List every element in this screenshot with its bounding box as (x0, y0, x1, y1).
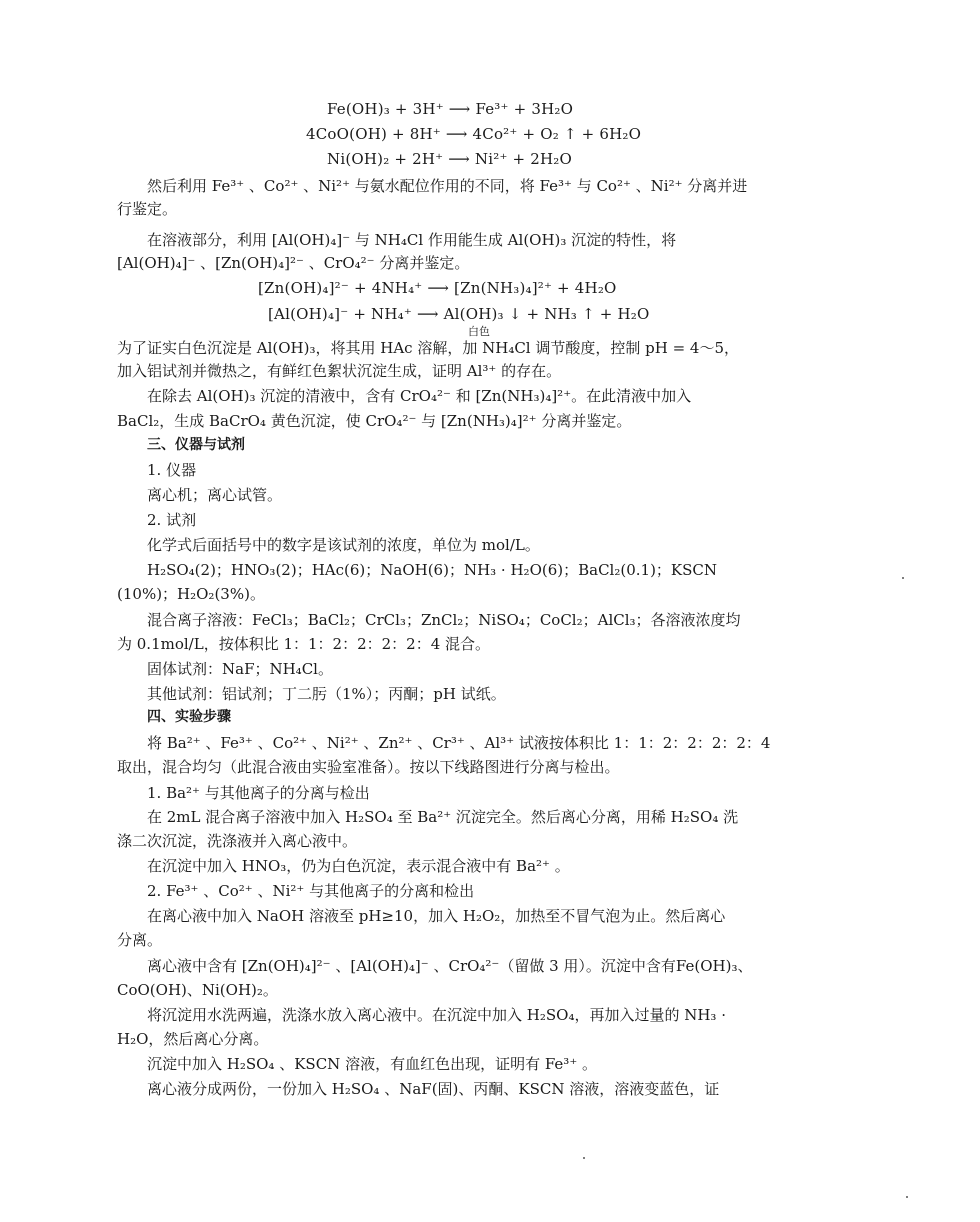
paragraph-line: 在离心液中加入 NaOH 溶液至 pH≥10，加入 H₂O₂，加热至不冒气泡为止。然后离心 (147, 907, 726, 925)
paragraph-line: BaCl₂，生成 BaCrO₄ 黄色沉淀，使 CrO₄²⁻ 与 [Zn(NH₃)₄]²⁺ 分离并鉴定。 (117, 412, 632, 430)
subsection-heading: 1. 仪器 (147, 461, 197, 479)
subsection-heading: 1. Ba²⁺ 与其他离子的分离与检出 (147, 784, 370, 802)
paragraph-line: 分离。 (117, 931, 163, 949)
paragraph-line: 取出，混合均匀（此混合液由实验室准备）。按以下线路图进行分离与检出。 (117, 758, 620, 776)
paragraph-line: [Al(OH)₄]⁻ 、[Zn(OH)₄]²⁻ 、CrO₄²⁻ 分离并鉴定。 (117, 254, 470, 272)
reagent-list-line: H₂SO₄(2)；HNO₃(2)；HAc(6)；NaOH(6)；NH₃ · H₂O(6)；BaCl₂(0.1)；KSCN (147, 561, 718, 579)
paragraph-line: 离心机；离心试管。 (147, 486, 283, 504)
paragraph-line: 离心液分成两份，一份加入 H₂SO₄ 、NaF(固)、丙酮、KSCN 溶液，溶液变蓝色，证 (147, 1080, 720, 1098)
paragraph-line: 其他试剂：铝试剂；丁二肟（1%）；丙酮；pH 试纸。 (147, 685, 506, 703)
paragraph-line: CoO(OH)、Ni(OH)₂。 (117, 981, 278, 999)
paragraph-line: 在除去 Al(OH)₃ 沉淀的清液中，含有 CrO₄²⁻ 和 [Zn(NH₃)₄]²⁺。在此清液中加入 (147, 387, 692, 405)
paragraph-line: 将沉淀用水洗两遍，洗涤水放入离心液中。在沉淀中加入 H₂SO₄，再加入过量的 NH₃ · (147, 1006, 726, 1024)
paragraph-line: 将 Ba²⁺ 、Fe³⁺ 、Co²⁺ 、Ni²⁺ 、Zn²⁺ 、Cr³⁺ 、Al³⁺ 试液按体积比 1：1：2：2：2：2：4 (147, 734, 771, 752)
section-heading: 四、实验步骤 (147, 709, 231, 725)
section-heading: 三、仪器与试剂 (147, 437, 245, 453)
reagent-list-line: (10%)；H₂O₂(3%)。 (117, 585, 265, 603)
scan-speck (583, 1157, 585, 1159)
paragraph-line: 在沉淀中加入 HNO₃，仍为白色沉淀，表示混合液中有 Ba²⁺ 。 (147, 857, 570, 875)
scan-speck (902, 577, 904, 579)
equation-zn-ammine: [Zn(OH)₄]²⁻ + 4NH₄⁺ ⟶ [Zn(NH₃)₄]²⁺ + 4H₂O (258, 279, 617, 297)
equation-fe-dissolution: Fe(OH)₃ + 3H⁺ ⟶ Fe³⁺ + 3H₂O (327, 100, 574, 118)
paragraph-line: 沉淀中加入 H₂SO₄ 、KSCN 溶液，有血红色出现，证明有 Fe³⁺ 。 (147, 1055, 598, 1073)
paragraph-line: 为了证实白色沉淀是 Al(OH)₃，将其用 HAc 溶解，加 NH₄Cl 调节酸度，控制 pH = 4～5， (117, 339, 740, 357)
paragraph-line: 离心液中含有 [Zn(OH)₄]²⁻ 、[Al(OH)₄]⁻ 、CrO₄²⁻（留做 3 用）。沉淀中含有Fe(OH)₃、 (147, 957, 753, 975)
equation-al-precipitation: [Al(OH)₄]⁻ + NH₄⁺ ⟶ Al(OH)₃ ↓ + NH₃ ↑ + H₂O (268, 305, 650, 323)
paragraph-line: H₂O，然后离心分离。 (117, 1030, 269, 1048)
scan-speck (906, 1196, 908, 1198)
precipitate-color-note: 白色 (468, 325, 490, 338)
paragraph-line: 涤二次沉淀，洗涤液并入离心液中。 (117, 832, 358, 850)
paragraph-line: 固体试剂：NaF；NH₄Cl。 (147, 660, 333, 678)
paragraph-line: 行鉴定。 (117, 200, 178, 218)
paragraph-line: 化学式后面括号中的数字是该试剂的浓度，单位为 mol/L。 (147, 536, 540, 554)
paragraph-line: 然后利用 Fe³⁺ 、Co²⁺ 、Ni²⁺ 与氨水配位作用的不同，将 Fe³⁺ 与 Co²⁺ 、Ni²⁺ 分离并进 (147, 177, 748, 195)
equation-ni-dissolution: Ni(OH)₂ + 2H⁺ ⟶ Ni²⁺ + 2H₂O (327, 150, 572, 168)
subsection-heading: 2. 试剂 (147, 511, 197, 529)
paragraph-line: 在溶液部分，利用 [Al(OH)₄]⁻ 与 NH₄Cl 作用能生成 Al(OH)₃ 沉淀的特性，将 (147, 231, 677, 249)
subsection-heading: 2. Fe³⁺ 、Co²⁺ 、Ni²⁺ 与其他离子的分离和检出 (147, 882, 475, 900)
paragraph-line: 在 2mL 混合离子溶液中加入 H₂SO₄ 至 Ba²⁺ 沉淀完全。然后离心分离，用稀 H₂SO₄ 洗 (147, 808, 739, 826)
paragraph-line: 混合离子溶液：FeCl₃；BaCl₂；CrCl₃；ZnCl₂；NiSO₄；CoCl₂；AlCl₃；各溶液浓度均 (147, 611, 741, 629)
equation-co-dissolution: 4CoO(OH) + 8H⁺ ⟶ 4Co²⁺ + O₂ ↑ + 6H₂O (306, 125, 642, 143)
paragraph-line: 为 0.1mol/L，按体积比 1：1：2：2：2：2：4 混合。 (117, 635, 491, 653)
paragraph-line: 加入铝试剂并微热之，有鲜红色絮状沉淀生成，证明 Al³⁺ 的存在。 (117, 362, 562, 380)
